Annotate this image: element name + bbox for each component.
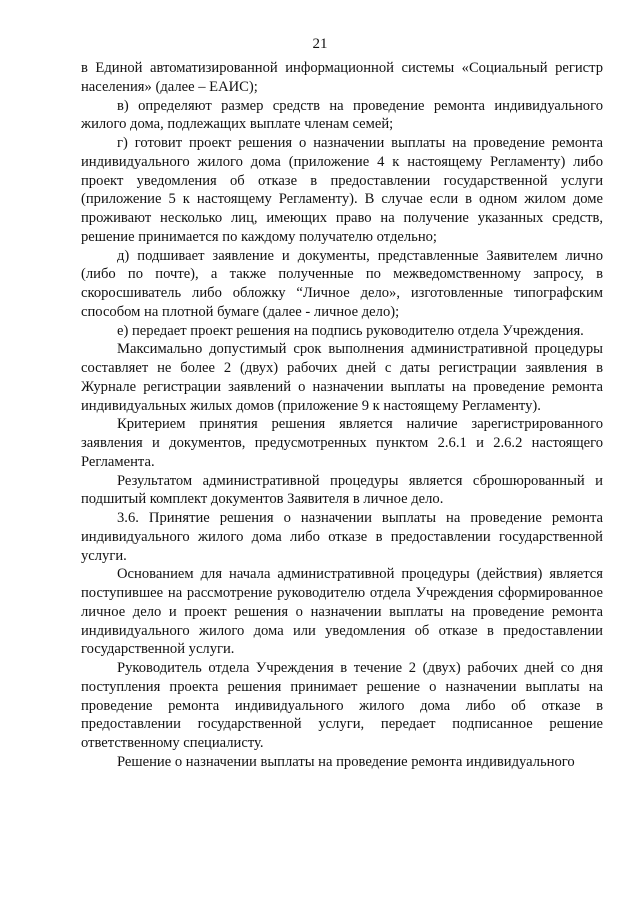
section-heading-3-6: 3.6. Принятие решения о назначении выплаты на проведение ремонта индивидуального жилого дома либо отказе в предоставлении государственной услуги. (81, 510, 603, 564)
page-number: 21 (312, 36, 328, 52)
paragraph-max-term: Максимально допустимый срок выполнения административной процедуры составляет не более 2 (двух) рабочих дней с даты регистрации заявления в Журнале регистрации заявлений о назначении выплаты на проведение ремонта индивидуальных жилых домов (приложение 9 к настоящему Регламенту). (81, 341, 603, 414)
paragraph-item-v: в) определяют размер средств на проведение ремонта индивидуального жилого дома, подлежащих выплате членам семей; (81, 97, 603, 133)
paragraph-item-g: г) готовит проект решения о назначении выплаты на проведение ремонта индивидуального жилого дома (приложение 4 к настоящему Регламенту) либо проект уведомления об отказе в предоставлении государственной услуги (приложение 5 к настоящему Регламенту). В случае если в одном жилом доме проживают несколько лиц, имеющих право на получение указанных средств, решение принимается по каждому получателю отдельно; (81, 135, 603, 245)
paragraph-procedure-basis: Основанием для начала административной процедуры (действия) является поступившее на рассмотрение руководителю отдела Учреждения сформированное личное дело и проект решения о назначении выплаты на проведение ремонта индивидуального жилого дома или уведомления об отказе в предоставлении государственной услуги. (81, 566, 603, 658)
document-body (81, 59, 603, 772)
paragraph-decision-start: Решение о назначении выплаты на проведение ремонта индивидуального (117, 753, 575, 770)
paragraph-item-d: д) подшивает заявление и документы, представленные Заявителем лично (либо по почте), а также полученные по межведомственному запросу, в скоросшиватель либо обложку “Личное дело», изготовленные типографским способом на плотной бумаге (далее - личное дело); (81, 247, 603, 320)
paragraph-item-e: е) передает проект решения на подпись руководителю отдела Учреждения. (117, 322, 584, 339)
paragraph-head-decision: Руководитель отдела Учреждения в течение 2 (двух) рабочих дней со дня поступления проекта решения принимает решение о назначении выплаты на проведение ремонта индивидуального жилого дома либо об отказе в предоставлении государственной услуги, передает подписанное решение ответственному специалисту. (81, 660, 603, 751)
paragraph-eais-continuation: в Единой автоматизированной информационной системы «Социальный регистр населения» (далее – ЕАИС); (81, 60, 603, 95)
paragraph-procedure-result: Результатом административной процедуры является сброшюрованный и подшитый комплект документов Заявителя в личное дело. (81, 472, 603, 508)
paragraph-decision-criterion: Критерием принятия решения является наличие зарегистрированного заявления и документов, предусмотренных пунктом 2.6.1 и 2.6.2 настоящего Регламента. (81, 416, 603, 470)
